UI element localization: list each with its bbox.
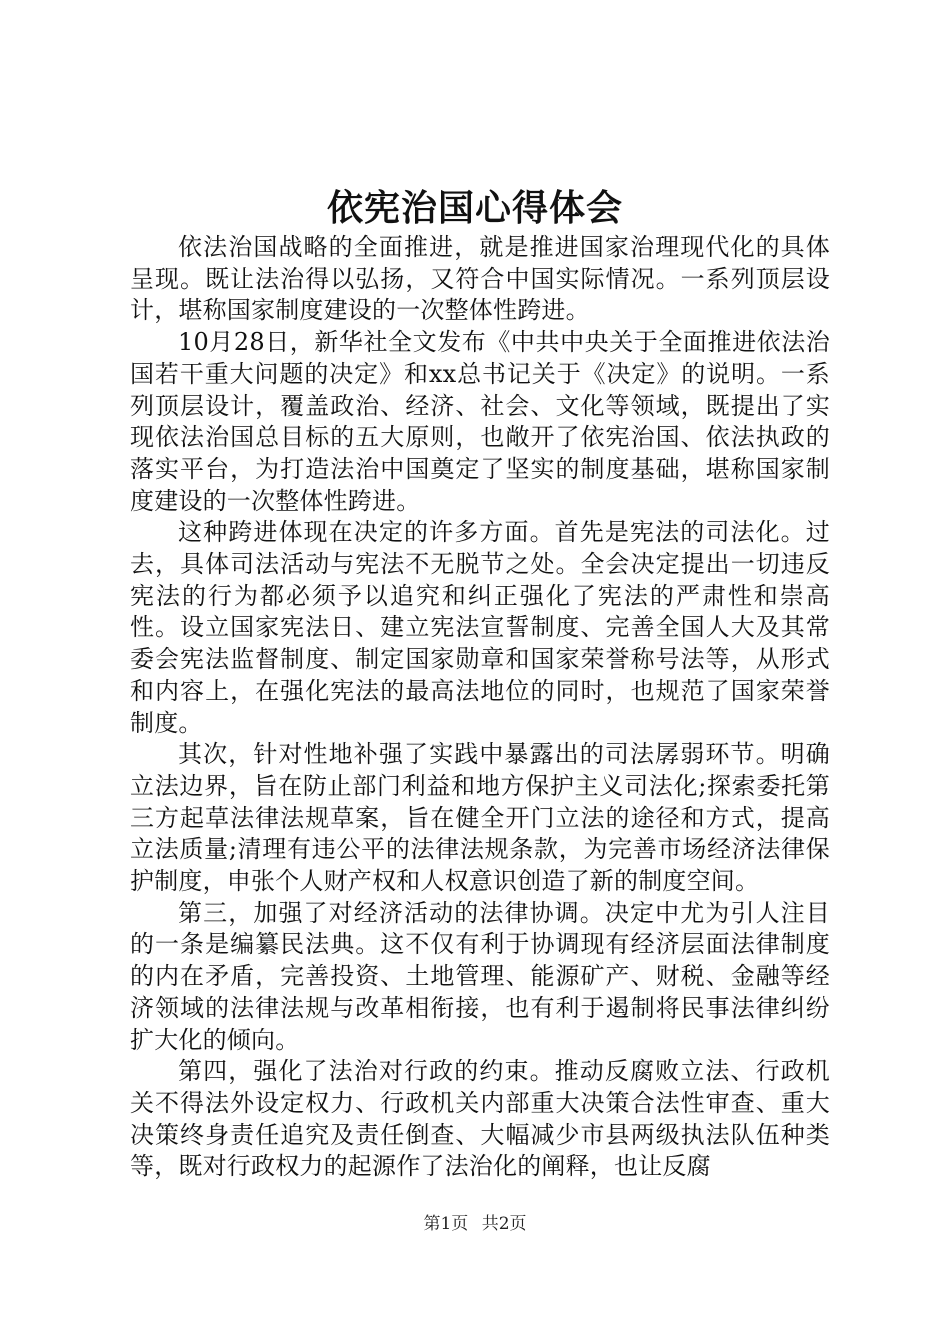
page-footer	[0, 1212, 950, 1236]
paragraph: 10月28日，新华社全文发布《中共中央关于全面推进依法治国若干重大问题的决定》和xx总书记关于《决定》的说明。一系列顶层设计，覆盖政治、经济、社会、文化等领域，既提出了实现依法治国总目标的五大原则，也敞开了依宪治国、依法执政的落实平台，为打造法治中国奠定了坚实的制度基础，堪称国家制度建设的一次整体性跨进。	[130, 328, 830, 515]
paragraph: 第四，强化了法治对行政的约束。推动反腐败立法、行政机关不得法外设定权力、行政机关内部重大决策合法性审查、重大决策终身责任追究及责任倒查、大幅减少市县两级执法队伍种类等，既对行政权力的起源作了法治化的阐释，也让反腐	[130, 1057, 830, 1181]
paragraph: 第三，加强了对经济活动的法律协调。决定中尤为引人注目的一条是编纂民法典。这不仅有利于协调现有经济层面法律制度的内在矛盾，完善投资、土地管理、能源矿产、财税、金融等经济领域的法律法规与改革相衔接，也有利于遏制将民事法律纠纷扩大化的倾向。	[130, 898, 830, 1054]
paragraph: 依法治国战略的全面推进，就是推进国家治理现代化的具体呈现。既让法治得以弘扬，又符合中国实际情况。一系列顶层设计，堪称国家制度建设的一次整体性跨进。	[130, 233, 830, 325]
paragraph: 这种跨进体现在决定的许多方面。首先是宪法的司法化。过去，具体司法活动与宪法不无脱节之处。全会决定提出一切违反宪法的行为都必须予以追究和纠正强化了宪法的严肃性和崇高性。设立国家宪法日、建立宪法宣誓制度、完善全国人大及其常委会宪法监督制度、制定国家勋章和国家荣誉称号法等，从形式和内容上，在强化宪法的最高法地位的同时，也规范了国家荣誉制度。	[130, 518, 830, 737]
page-number: 第1页	[423, 1214, 469, 1234]
document-body	[130, 232, 830, 1183]
paragraph: 其次，针对性地补强了实践中暴露出的司法孱弱环节。明确立法边界，旨在防止部门利益和地方保护主义司法化;探索委托第三方起草法律法规草案，旨在健全开门立法的途径和方式，提高立法质量;清理有违公平的法律法规条款，为完善市场经济法律保护制度，申张个人财产权和人权意识创造了新的制度空间。	[130, 740, 830, 896]
document-title: 依宪治国心得体会	[326, 187, 623, 229]
page-total: 共2页	[481, 1214, 527, 1234]
